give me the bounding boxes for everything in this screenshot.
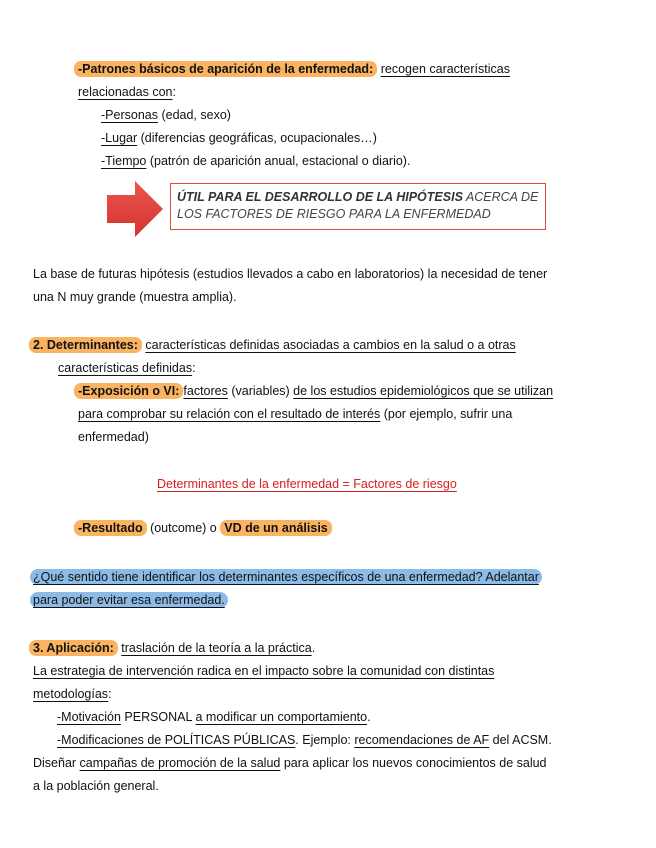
- disenar-rest: para aplicar los nuevos conocimientos de salud: [280, 756, 547, 770]
- patrones-line: [74, 61, 510, 77]
- callout-rest: ACERCA DE: [462, 190, 539, 204]
- exposicion-mid: (variables): [227, 384, 294, 398]
- politicas-ejemplo: . Ejemplo:: [295, 733, 355, 747]
- determinantes-heading: 2. Determinantes:: [29, 337, 142, 353]
- aplicacion-def: traslación de la teoría a la práctica: [121, 641, 312, 655]
- disenar-campanas: campañas de promoción de la salud: [79, 756, 281, 770]
- list-item-tiempo: [101, 153, 410, 169]
- colon: :: [192, 361, 196, 375]
- resultado-label-text: -Resultado: [78, 521, 143, 535]
- period: .: [311, 641, 316, 655]
- determinantes-line: [29, 337, 516, 353]
- determinantes-line2: [58, 360, 196, 376]
- callout-bold: ÚTIL PARA EL DESARROLLO DE LA HIPÓTESIS: [177, 190, 463, 204]
- resultado-vd: VD de un análisis: [220, 520, 332, 536]
- exposicion-comprobar: para comprobar su relación con el resultado de interés: [78, 407, 381, 421]
- resultado-label: [74, 520, 147, 536]
- determinantes-def2: características definidas: [58, 361, 193, 375]
- paragraph-line1: La base de futuras hipótesis (estudios llevados a cabo en laboratorios) la necesidad de tener: [33, 267, 548, 281]
- desc-tiempo: (patrón de aparición anual, estacional o diario).: [146, 154, 411, 168]
- colon: :: [108, 687, 112, 701]
- determinantes-def: características definidas asociadas a cambios en la salud o a otras: [145, 338, 516, 352]
- right-arrow-icon: [105, 180, 165, 238]
- patrones-line2: [78, 84, 176, 100]
- motivacion-modificar: a modificar un comportamiento: [195, 710, 368, 724]
- resultado-mid: (outcome) o: [146, 521, 221, 535]
- motivacion-term: -Motivación: [57, 710, 121, 724]
- strategy-line2: [33, 686, 112, 702]
- list-item-lugar: [101, 130, 377, 146]
- disenar-line2: a la población general.: [33, 779, 159, 793]
- patrones-desc2: relacionadas con: [78, 85, 173, 99]
- resultado-line: [74, 520, 332, 536]
- motivacion-personal: PERSONAL: [120, 710, 196, 724]
- exposicion-line1: [74, 383, 553, 399]
- item-politicas: [57, 732, 552, 748]
- patrones-heading: -Patrones básicos de aparición de la enfermedad:: [74, 61, 377, 77]
- exposicion-estudios: de los estudios epidemiológicos que se utilizan: [293, 384, 554, 398]
- callout-line2: LOS FACTORES DE RIESGO PARA LA ENFERMEDAD: [177, 207, 491, 221]
- politicas-term: -Modificaciones de POLÍTICAS PÚBLICAS: [57, 733, 296, 747]
- politicas-acsm: del ACSM.: [489, 733, 552, 747]
- strategy-metodologias: metodologías: [33, 687, 109, 701]
- term-personas: -Personas: [101, 108, 158, 122]
- aplicacion-heading: 3. Aplicación:: [29, 640, 118, 656]
- exposicion-ejemplo: (por ejemplo, sufrir una: [380, 407, 513, 421]
- question-text1: ¿Qué sentido tiene identificar los determinantes específicos de una enfermedad? Adelantar: [30, 569, 542, 585]
- term-tiempo: -Tiempo: [101, 154, 147, 168]
- disenar-start: Diseñar: [33, 756, 80, 770]
- disenar-line1: [33, 755, 547, 771]
- desc-lugar: (diferencias geográficas, ocupacionales…): [137, 131, 377, 145]
- callout-text: [177, 189, 538, 223]
- question-line2: [30, 592, 228, 608]
- question-text2: para poder evitar esa enfermedad.: [30, 592, 228, 608]
- list-item-personas: [101, 107, 231, 123]
- term-lugar: -Lugar: [101, 131, 138, 145]
- politicas-recomendaciones: recomendaciones de AF: [354, 733, 490, 747]
- strategy-line1: La estrategia de intervención radica en el impacto sobre la comunidad con distintas: [33, 664, 495, 678]
- exposicion-factores: factores: [183, 384, 228, 398]
- item-motivacion: [57, 709, 371, 725]
- period: .: [367, 710, 371, 724]
- exposicion-line3: enfermedad): [78, 430, 149, 444]
- desc-personas: (edad, sexo): [157, 108, 231, 122]
- equation-text: Determinantes de la enfermedad = Factores de riesgo: [157, 477, 457, 491]
- paragraph-line2: una N muy grande (muestra amplia).: [33, 290, 237, 304]
- colon: :: [172, 85, 176, 99]
- question-line1: [30, 569, 542, 585]
- exposicion-label: -Exposición o VI:: [74, 383, 183, 399]
- callout-box: [170, 183, 546, 230]
- aplicacion-line: [29, 640, 315, 656]
- exposicion-line2: [78, 406, 512, 422]
- patrones-desc: recogen características: [380, 62, 510, 76]
